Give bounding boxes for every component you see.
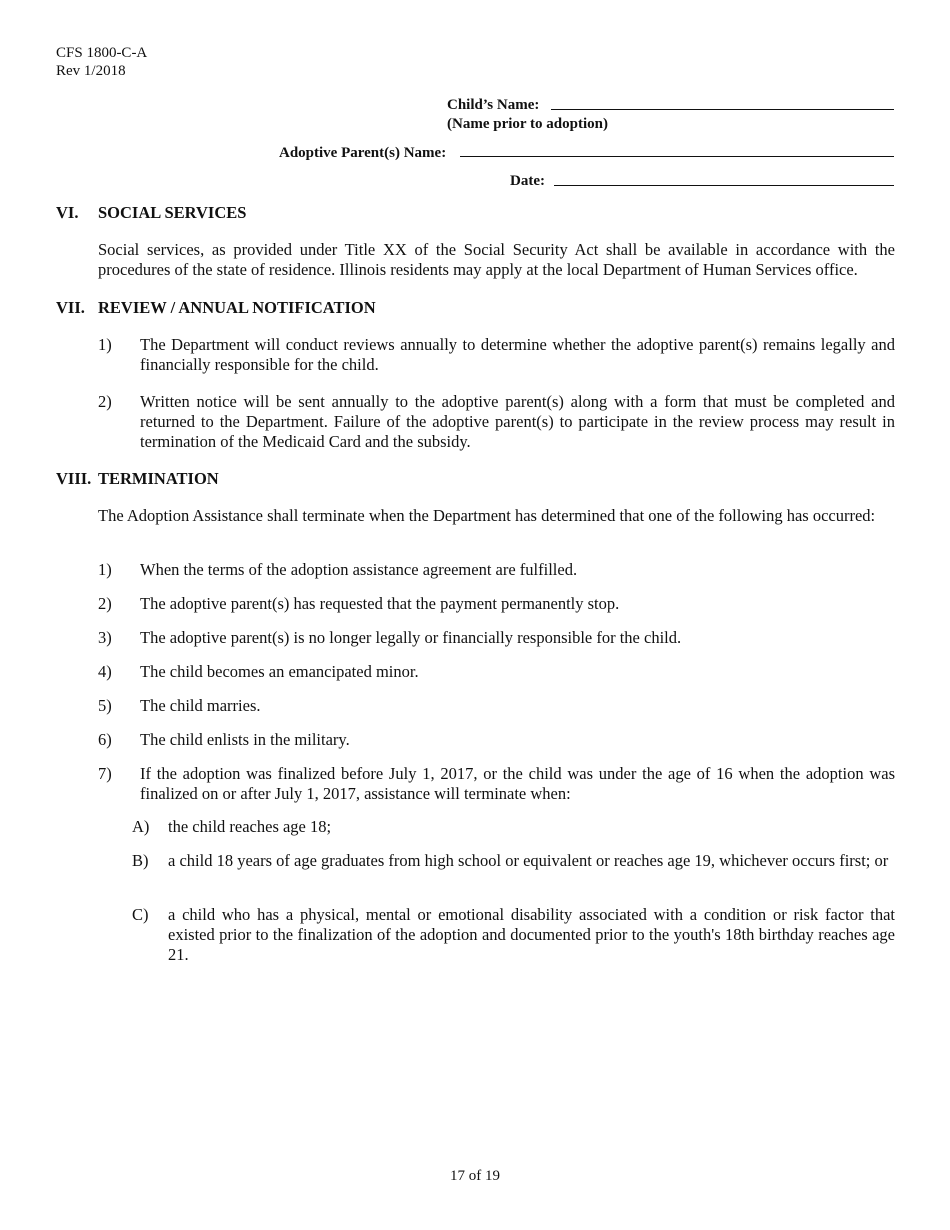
section-heading-review [56,298,896,318]
list-item-text: The adoptive parent(s) has requested that the payment permanently stop. [140,594,620,613]
list-item-text: If the adoption was finalized before July 1, 2017, or the child was under the age of 16 when the adoption was finalized on or after July 1, 2017, assistance will terminate when: [140,764,895,803]
child-name-note: (Name prior to adoption) [447,116,608,132]
child-name-label: Child’s Name: [447,97,540,113]
list-item-text: The child marries. [140,696,261,715]
list-item-number: 3) [98,628,112,647]
form-revision: Rev 1/2018 [56,63,126,79]
section-number: VII. [56,298,85,317]
date-label: Date: [510,173,545,189]
list-item-number: 5) [98,696,112,715]
section-number: VIII. [56,469,92,488]
section-heading-social-services [56,203,896,223]
list-item-text: The Department will conduct reviews annually to determine whether the adoptive parent(s) remains legally and financially responsible for the child. [140,335,895,374]
list-item-number: 7) [98,764,112,783]
termination-intro: The Adoption Assistance shall terminate when the Department has determined that one of the following has occurred: [98,506,876,525]
sub-list-item-letter: A) [132,817,150,836]
list-item-number: 1) [98,335,112,354]
date-input-line[interactable] [554,185,894,186]
child-name-input-line[interactable] [551,109,894,110]
list-item-number: 1) [98,560,112,579]
list-item-text: The adoptive parent(s) is no longer legally or financially responsible for the child. [140,628,682,647]
page-number: 17 of 19 [450,1168,500,1184]
section-heading-termination [56,469,896,489]
list-item-number: 2) [98,392,112,411]
list-item-number: 2) [98,594,112,613]
sub-list-item-text: the child reaches age 18; [168,817,332,836]
sub-list-item-text: a child who has a physical, mental or emotional disability associated with a condition or risk factor that existed prior to the finalization of the adoption and documented prior to the youth's 18th birthday reaches age 21. [168,905,895,964]
list-item-text: Written notice will be sent annually to the adoptive parent(s) along with a form that must be completed and returned to the Department. Failure of the adoptive parent(s) to participate in the review process may result in termination of the Medicaid Card and the subsidy. [140,392,895,451]
section-title: TERMINATION [98,469,219,488]
list-item-text: When the terms of the adoption assistance agreement are fulfilled. [140,560,578,579]
list-item-number: 4) [98,662,112,681]
section-number: VI. [56,203,79,222]
sub-list-item-text: a child 18 years of age graduates from high school or equivalent or reaches age 19, whichever occurs first; or [168,851,889,870]
adoptive-parent-label: Adoptive Parent(s) Name: [279,145,447,161]
list-item-text: The child enlists in the military. [140,730,350,749]
form-number: CFS 1800-C-A [56,45,148,61]
social-services-paragraph: Social services, as provided under Title XX of the Social Security Act shall be available in accordance with the procedures of the state of residence. Illinois residents may apply at the local Department of Human Services office. [98,240,895,279]
section-title: SOCIAL SERVICES [98,203,247,222]
sub-list-item-letter: B) [132,851,149,870]
section-title: REVIEW / ANNUAL NOTIFICATION [98,298,376,317]
form-identifier [56,44,256,80]
adoptive-parent-input-line[interactable] [460,156,894,157]
list-item-number: 6) [98,730,112,749]
sub-list-item-letter: C) [132,905,149,924]
list-item-text: The child becomes an emancipated minor. [140,662,419,681]
